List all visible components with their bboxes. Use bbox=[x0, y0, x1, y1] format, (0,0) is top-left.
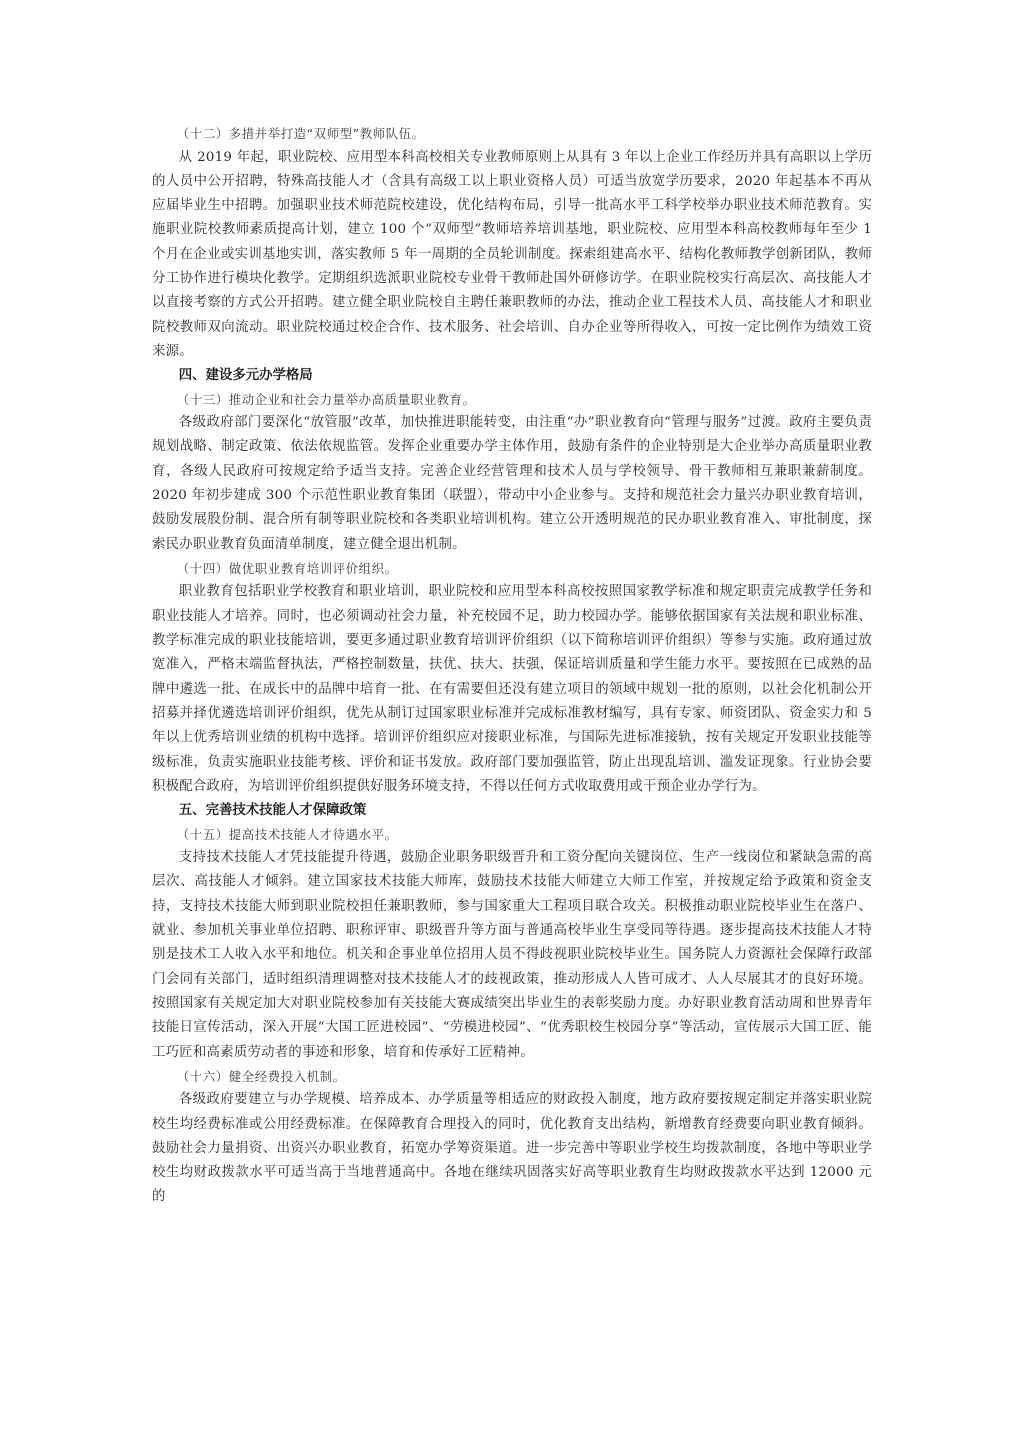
section-heading-4: 四、建设多元办学格局 bbox=[178, 368, 313, 384]
subsection-heading-15: （十五）提高技术技能人才待遇水平。 bbox=[176, 826, 398, 842]
section-heading-5: 五、完善技术技能人才保障政策 bbox=[178, 803, 367, 819]
paragraph-14-1: 职业教育包括职业学校教育和职业培训，职业院校和应用型本科高校按照国家教学标准和规定职责完成教学任务和职业技能人才培养。同时，也必须调动社会力量，补充校园不足，助力校园办学。能够依据国家有关法规和职业标准、教学标准完成的职业技能培训，要更多通过职业教育培训评价组织（以下简称培训评价组织）等参与实施。政府通过放宽准入，严格末端监督执法，严格控制数量，扶优、扶大、扶强，保证培训质量和学生能力水平。要按照在已成熟的品牌中遴选一批、在成长中的品牌中培育一批、在有需要但还没有建立项目的领域中规划一批的原则，以社会化机制公开招募并择优遴选培训评价组织，优先从制订过国家职业标准并完成标准教材编写，具有专家、师资团队、资金实力和 5 年以上优秀培训业绩的机构中选择。培训评价组织应对接职业标准，与国际先进标准接轨，按有关规定开发职业技能等级标准，负责实施职业技能考核、评价和证书发放。政府部门要加强监管，防止出现乱培训、滥发证现象。行业协会要积极配合政府，为培训评价组织提供好服务环境支持，不得以任何方式收取费用或干预企业办学行为。 bbox=[152, 584, 872, 794]
paragraph-16-1: 各级政府要建立与办学规模、培养成本、办学质量等相适应的财政投入制度，地方政府要按规定制定并落实职业院校生均经费标准或公用经费标准。在保障教育合理投入的同时，优化教育支出结构，新增教育经费要向职业教育倾斜。鼓励社会力量捐资、出资兴办职业教育，拓宽办学筹资渠道。进一步完善中等职业学校生均拨款制度，各地中等职业学校生均财政拨款水平可适当高于当地普通高中。各地在继续巩固落实好高等职业教育生均财政拨款水平达到 12000 元的 bbox=[152, 1092, 872, 1205]
document-page bbox=[152, 122, 872, 1210]
paragraph-15-1: 支持技术技能人才凭技能提升待遇，鼓励企业职务职级晋升和工资分配向关键岗位、生产一线岗位和紧缺急需的高层次、高技能人才倾斜。建立国家技术技能大师库，鼓励技术技能大师建立大师工作室，并按规定给予政策和资金支持，支持技术技能大师到职业院校担任兼职教师，参与国家重大工程项目联合攻关。积极推动职业院校毕业生在落户、就业、参加机关事业单位招聘、职称评审、职级晋升等方面与普通高校毕业生享受同等待遇。逐步提高技术技能人才特别是技术工人收入水平和地位。机关和企事业单位招用人员不得歧视职业院校毕业生。国务院人力资源社会保障行政部门会同有关部门，适时组织清理调整对技术技能人才的歧视政策，推动形成人人皆可成才、人人尽展其才的良好环境。按照国家有关规定加大对职业院校参加有关技能大赛成绩突出毕业生的表彰奖励力度。办好职业教育活动周和世界青年技能日宣传活动，深入开展“大国工匠进校园”、“劳模进校园”、“优秀职校生校园分享”等活动，宣传展示大国工匠、能工巧匠和高素质劳动者的事迹和形象，培育和传承好工匠精神。 bbox=[152, 850, 872, 1060]
paragraph-12-1: 从 2019 年起，职业院校、应用型本科高校相关专业教师原则上从具有 3 年以上企业工作经历并具有高职以上学历的人员中公开招聘，特殊高技能人才（含具有高级工以上职业资格人员）可适当放宽学历要求，2020 年起基本不再从应届毕业生中招聘。加强职业技术师范院校建设，优化结构布局，引导一批高水平工科学校举办职业技术师范教育。实施职业院校教师素质提高计划，建立 100 个“双师型”教师培养培训基地，职业院校、应用型本科高校教师每年至少 1 个月在企业或实训基地实训，落实教师 5 年一周期的全员轮训制度。探索组建高水平、结构化教师教学创新团队，教师分工协作进行模块化教学。定期组织选派职业院校专业骨干教师赴国外研修访学。在职业院校实行高层次、高技能人才以直接考察的方式公开招聘。建立健全职业院校自主聘任兼职教师的办法，推动企业工程技术人员、高技能人才和职业院校教师双向流动。职业院校通过校企合作、技术服务、社会培训、自办企业等所得收入，可按一定比例作为绩效工资来源。 bbox=[152, 149, 872, 359]
paragraph-13-1: 各级政府部门要深化“放管服”改革，加快推进职能转变，由注重“办”职业教育向“管理与服务”过渡。政府主要负责规划战略、制定政策、依法依规监管。发挥企业重要办学主体作用，鼓励有条件的企业特别是大企业举办高质量职业教育，各级人民政府可按规定给予适当支持。完善企业经营管理和技术人员与学校领导、骨干教师相互兼职兼薪制度。2020 年初步建成 300 个示范性职业教育集团（联盟），带动中小企业参与。支持和规范社会力量兴办职业教育培训，鼓励发展股份制、混合所有制等职业院校和各类职业培训机构。建立公开透明规范的民办职业教育准入、审批制度，探索民办职业教育负面清单制度，建立健全退出机制。 bbox=[152, 415, 872, 552]
subsection-heading-16: （十六）健全经费投入机制。 bbox=[176, 1068, 346, 1084]
subsection-heading-14: （十四）做优职业教育培训评价组织。 bbox=[176, 560, 398, 576]
subsection-heading-12: （十二）多措并举打造“双师型”教师队伍。 bbox=[176, 126, 425, 141]
subsection-heading-13: （十三）推动企业和社会力量举办高质量职业教育。 bbox=[176, 391, 476, 407]
